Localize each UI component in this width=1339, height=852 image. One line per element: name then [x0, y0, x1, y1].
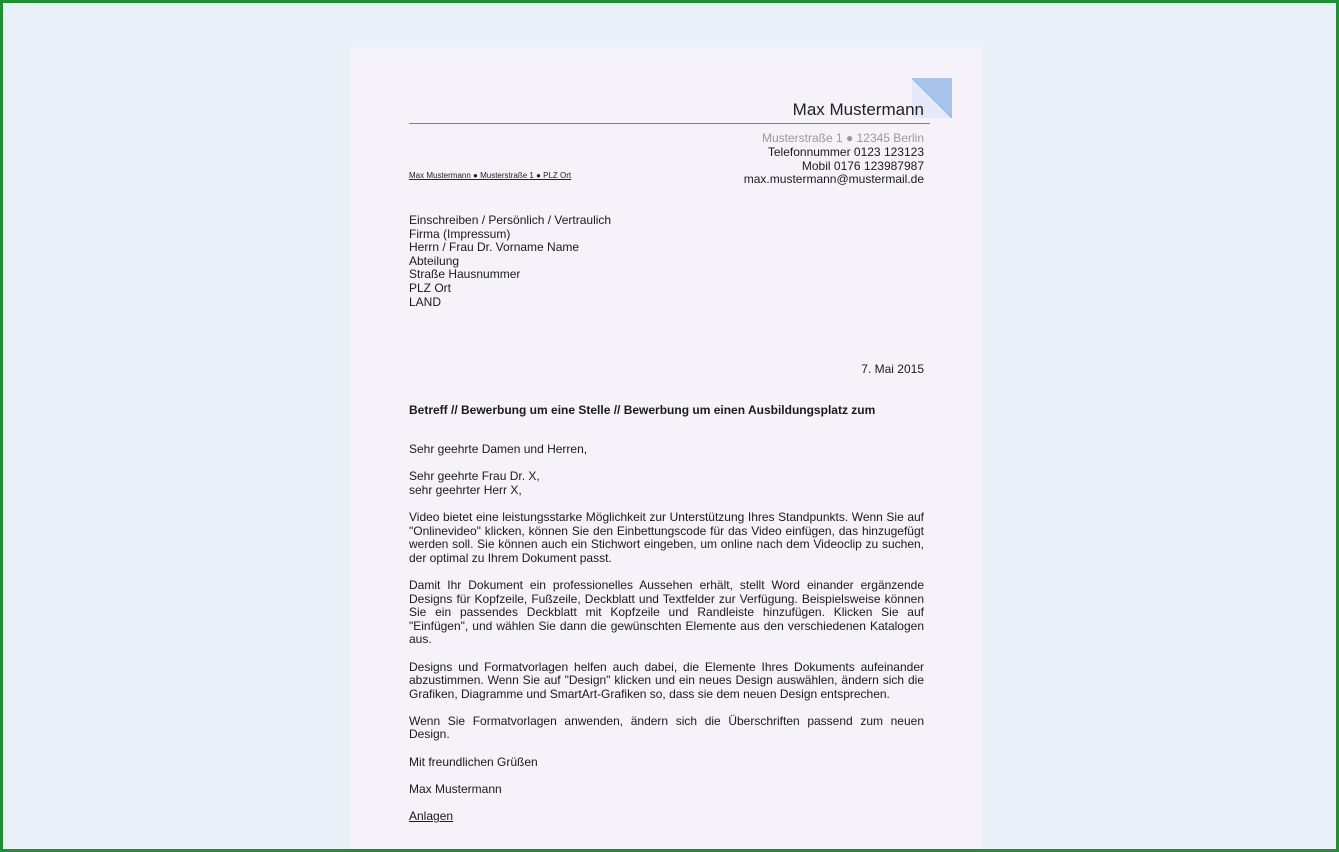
body-paragraph: Video bietet eine leistungsstarke Möglichkeit zur Unterstützung Ihres Standpunkts. Wenn Sie auf "Onlinevideo" klicken, können Sie den Einbettungscode für das Video einfügen, das hinzugefügt werden soll. Sie können auch ein Stichwort eingeben, um online nach dem Videoclip zu suchen, der optimal zu Ihrem Dokument passt. [409, 509, 924, 565]
sender-name: Max Mustermann [792, 100, 924, 119]
attachments-link[interactable]: Anlagen [409, 809, 454, 823]
body-paragraph: Damit Ihr Dokument ein professionelles Aussehen erhält, stellt Word einander ergänzende Designs für Kopfzeile, Fußzeile, Deckblatt und Textfelder zur Verfügung. Beispielsweise können Sie ein passendes Deckblatt mit Kopfzeile und Randleiste hinzufügen. Klicken Sie auf "Einfügen", und wählen Sie dann die gewünschten Elemente aus den verschiedenen Katalogen aus. [409, 577, 924, 647]
letter-body [409, 443, 924, 783]
closing: Mit freundlichen Grüßen [409, 754, 538, 769]
sender-mobile: Mobil 0176 123987987 [801, 158, 924, 173]
recipient-line: PLZ Ort [409, 280, 452, 295]
salutation-line: Sehr geehrte Frau Dr. X, [409, 469, 540, 484]
salutation-personal [409, 470, 924, 497]
salutation-general: Sehr geehrte Damen und Herren, [409, 442, 588, 456]
salutation-line: sehr geehrter Herr X, [409, 482, 522, 497]
recipient-line: Einschreiben / Persönlich / Vertraulich [409, 213, 612, 227]
recipient-address-block [409, 214, 611, 309]
recipient-line: Straße Hausnummer [409, 267, 521, 282]
letter-subject: Betreff // Bewerbung um eine Stelle // Bewerbung um einen Ausbildungsplatz zum [409, 403, 876, 417]
letter-page [350, 47, 982, 852]
header-rule [409, 123, 930, 124]
sender-phone: Telefonnummer 0123 123123 [767, 144, 924, 159]
recipient-line: Abteilung [409, 253, 460, 268]
recipient-line: LAND [409, 294, 442, 309]
sender-email: max.mustermann@mustermail.de [743, 172, 924, 187]
recipient-line: Firma (Impressum) [409, 226, 511, 241]
sender-street: Musterstraße 1 ● 12345 Berlin [762, 131, 924, 145]
body-paragraph: Wenn Sie Formatvorlagen anwenden, ändern sich die Überschriften passend zum neuen Design. [409, 713, 924, 742]
letter-date: 7. Mai 2015 [861, 362, 924, 376]
return-address-line: Max Mustermann ● Musterstraße 1 ● PLZ Ort [409, 171, 572, 180]
recipient-line: Herrn / Frau Dr. Vorname Name [409, 240, 580, 255]
body-paragraph: Designs und Formatvorlagen helfen auch dabei, die Elemente Ihres Dokuments aufeinander abzustimmen. Wenn Sie auf "Design" klicken und ein neues Design auswählen, ändern sich die Grafiken, Diagramme und SmartArt-Grafiken so, dass sie dem neuen Design entsprechen. [409, 659, 924, 701]
signature-name: Max Mustermann [409, 782, 502, 796]
